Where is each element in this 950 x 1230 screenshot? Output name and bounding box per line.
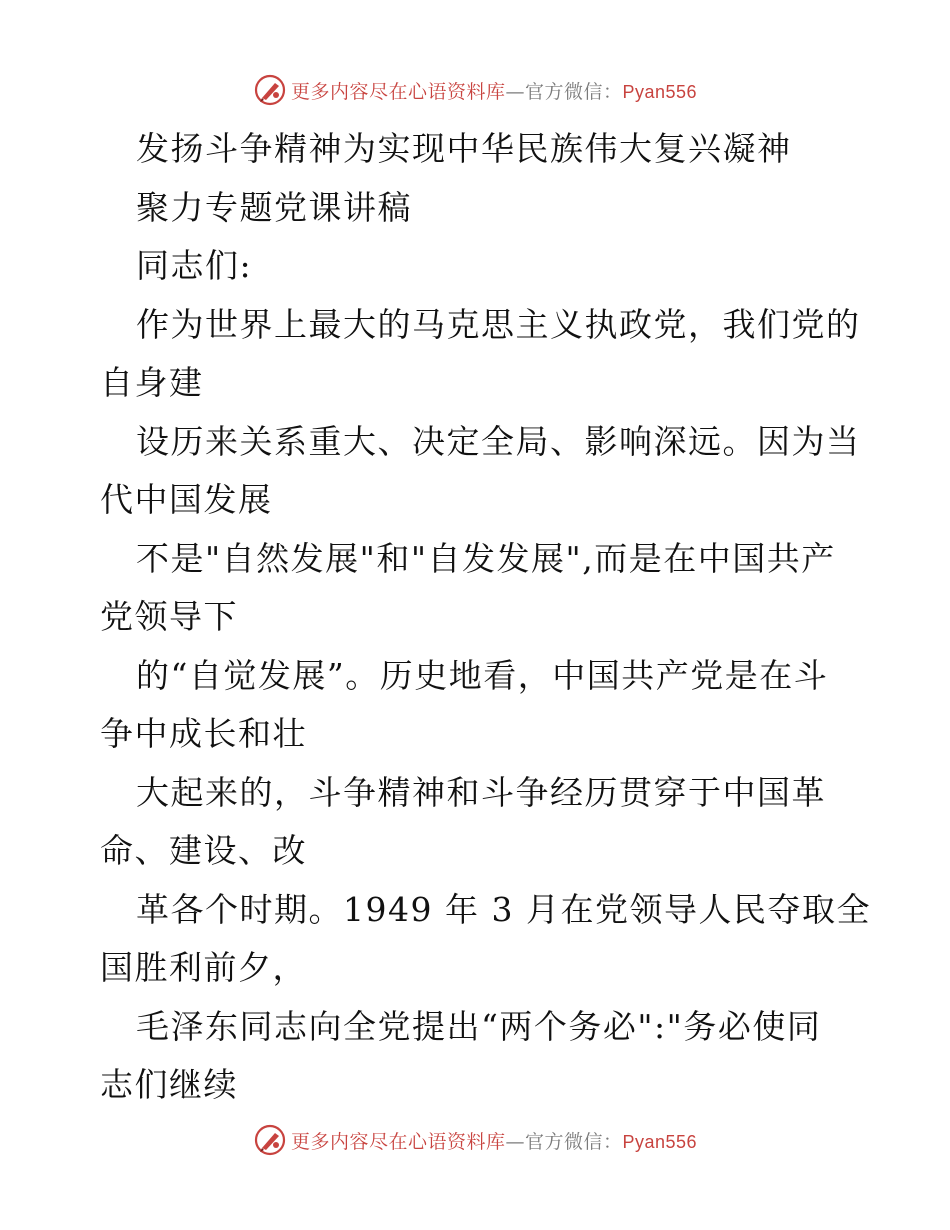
doc-title-line-2: 聚力专题党课讲稿 bbox=[136, 187, 412, 227]
banner-wechat-id: Pyan556 bbox=[622, 81, 698, 102]
doc-salutation: 同志们: bbox=[136, 246, 253, 285]
doc-paragraph-line: 自身建 bbox=[100, 363, 204, 402]
footer-banner bbox=[0, 1120, 950, 1160]
banner-text bbox=[291, 77, 697, 104]
banner-site-text: 更多内容尽在心语资料库 bbox=[290, 80, 506, 103]
banner-separator: — bbox=[505, 1130, 525, 1153]
doc-paragraph-line: 大起来的，斗争精神和斗争经历贯穿于中国革 bbox=[136, 772, 826, 812]
doc-paragraph-line: 争中成长和壮 bbox=[100, 714, 307, 753]
banner-site-text: 更多内容尽在心语资料库 bbox=[290, 1130, 506, 1153]
doc-paragraph-line: 代中国发展 bbox=[100, 480, 273, 519]
doc-paragraph-line: 设历来关系重大、决定全局、影响深远。因为当 bbox=[136, 421, 861, 461]
banner-wechat-id: Pyan556 bbox=[622, 1131, 698, 1152]
doc-paragraph-line: 不是"自然发展"和"自发发展",而是在中国共产 bbox=[136, 538, 836, 578]
doc-paragraph-line: 的“自觉发展”。历史地看，中国共产党是在斗 bbox=[136, 655, 829, 695]
doc-paragraph-line: 志们继续 bbox=[100, 1065, 238, 1104]
pen-logo-icon bbox=[253, 73, 287, 107]
pen-logo-icon bbox=[253, 1123, 287, 1157]
banner-wechat-label: 官方微信： bbox=[524, 80, 623, 103]
doc-paragraph-line: 命、建设、改 bbox=[100, 831, 307, 870]
document-body bbox=[100, 120, 871, 1115]
banner-wechat-label: 官方微信： bbox=[524, 1130, 623, 1153]
doc-paragraph-line: 毛泽东同志向全党提出“两个务必":"务必使同 bbox=[136, 1006, 822, 1046]
doc-title-line-1: 发扬斗争精神为实现中华民族伟大复兴凝神 bbox=[136, 129, 792, 168]
doc-paragraph-line: 党领导下 bbox=[100, 597, 238, 636]
doc-paragraph-line: 国胜利前夕， bbox=[100, 948, 307, 987]
banner-separator: — bbox=[505, 80, 525, 103]
header-banner bbox=[0, 70, 950, 110]
banner-text bbox=[291, 1127, 697, 1154]
doc-paragraph-line: 革各个时期。1949 年 3 月在党领导人民夺取全 bbox=[136, 889, 871, 929]
doc-paragraph-line: 作为世界上最大的马克思主义执政党，我们党的 bbox=[136, 304, 861, 344]
